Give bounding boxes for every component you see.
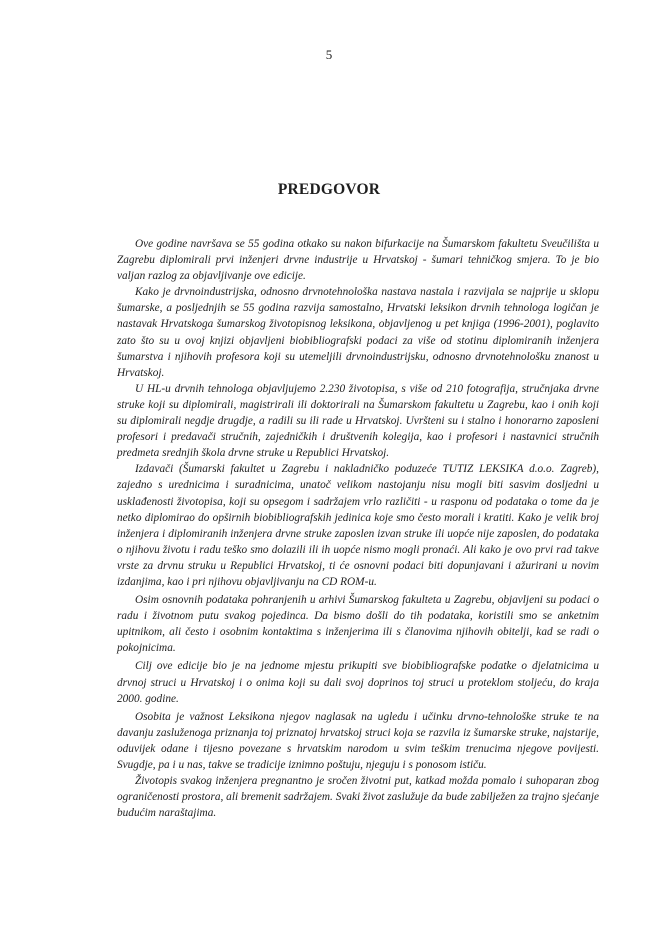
paragraph-4: Izdavači (Šumarski fakultet u Zagrebu i nakladničko poduzeće TUTIZ LEKSIKA d.o.o. Zagreb), zajedno s urednicima i suradnicima, unatoč velikom nastojanju nisu mogli biti sasvim dosljedni u usklađenosti životopisa, koji su opsegom i sadržajem vrlo različiti - u rasponu od podataka o tome da je netko diplomirao do opširnih biobibliografskih jedinica koje smo često morali i kratiti. Kako je velik broj inženjera i diplomiranih inženjera drvne struke zaposlen izvan struke ili uopće nije zaposlen, do podataka o njihovu životu i radu teško smo dolazili ili ih uopće nismo mogli pronaći. Ali kako je ovo prvi rad takve vrste za drvnu struku u Republici Hrvatskoj, ti će osnovni podaci biti dopunjavani i ažurirani u novim izdanjima, kao i pri njihovu objavljivanju na CD ROM-u.	[117, 463, 599, 588]
paragraph-5: Osim osnovnih podataka pohranjenih u arhivi Šumarskog fakulteta u Zagrebu, objavljeni su podaci o radu i životnom putu svakog pojedinca. Da bismo došli do tih podataka, koristili smo se anketnim upitnikom, ali često i osobnim kontaktima s inženjerima ili s članovima njihovih obitelji, kad se radi o pokojnicima.	[117, 594, 599, 655]
paragraph-1: Ove godine navršava se 55 godina otkako su nakon bifurkacije na Šumarskom fakultetu Sveučilišta u Zagrebu diplomirali prvi inženjeri drvne industrije u Hrvatskoj - šumari tehničkog smjera. To je bio valjan razlog za objavljivanje ove edicije.	[117, 238, 599, 283]
paragraph-8: Životopis svakog inženjera pregnantno je sročen životni put, katkad možda pomalo i suhoparan zbog ograničenosti prostora, ali bremenit sadržajem. Svaki život zaslužuje da bude zabilježen za trajno sjećanje budućim naraštajima.	[117, 775, 599, 820]
page-number: 5	[325, 47, 333, 62]
paragraph-3: U HL-u drvnih tehnologa objavljujemo 2.230 životopisa, s više od 210 fotografija, stručnjaka drvne struke koji su diplomirali, magistrirali ili doktorirali na Šumarskom fakultetu u Zagrebu, kao i onih koji su diplomirali negdje drugdje, a radili su ili rade u Hrvatskoj. Uvršteni su i stalno i honorarno zaposleni profesori i predavači stručnih, zajedničkih i društvenih kolegija, kao i profesori i nastavnici stručnih predmeta srednjih škola drvne struke u Republici Hrvatskoj.	[117, 382, 599, 460]
paragraph-6: Cilj ove edicije bio je na jednome mjestu prikupiti sve biobibliografske podatke o djelatnicima u drvnoj struci u Hrvatskoj i o onima koji su dali svoj doprinos toj struci u proteklom stoljeću, do kraja 2000. godine.	[117, 660, 599, 705]
preface-body	[117, 236, 599, 821]
page-title: PREDGOVOR	[277, 181, 381, 198]
paragraph-2: Kako je drvnoindustrijska, odnosno drvnotehnološka nastava nastala i razvijala se najprije u sklopu šumarske, a posljednjih se 55 godina razvija samostalno, Hrvatski leksikon drvnih tehnologa logičan je nastavak Hrvatskoga šumarskog životopisnog leksikona, objavljenog u pet knjiga (1996-2001), poglavito zato što su u ovoj knjizi objavljeni biobibliografski podaci za više od stotinu diplomiranih inženjera šumarstva i njihovih profesora koji su utemeljili drvnoindustrijsku, odnosno drvnotehnološku znanost u Hrvatskoj.	[117, 286, 599, 379]
paragraph-7: Osobita je važnost Leksikona njegov naglasak na ugledu i učinku drvno-tehnološke struke te na davanju zasluženoga priznanja toj priznatoj hrvatskoj struci koja se razvila iz šumarske struke, najstarije, oduvijek odane i tijesno povezane s hrvatskim narodom u svim teškim trenucima njegove povijesti. Svugdje, pa i u nas, takve se tradicije iznimno poštuju, njeguju i s ponosom ističu.	[117, 710, 599, 771]
